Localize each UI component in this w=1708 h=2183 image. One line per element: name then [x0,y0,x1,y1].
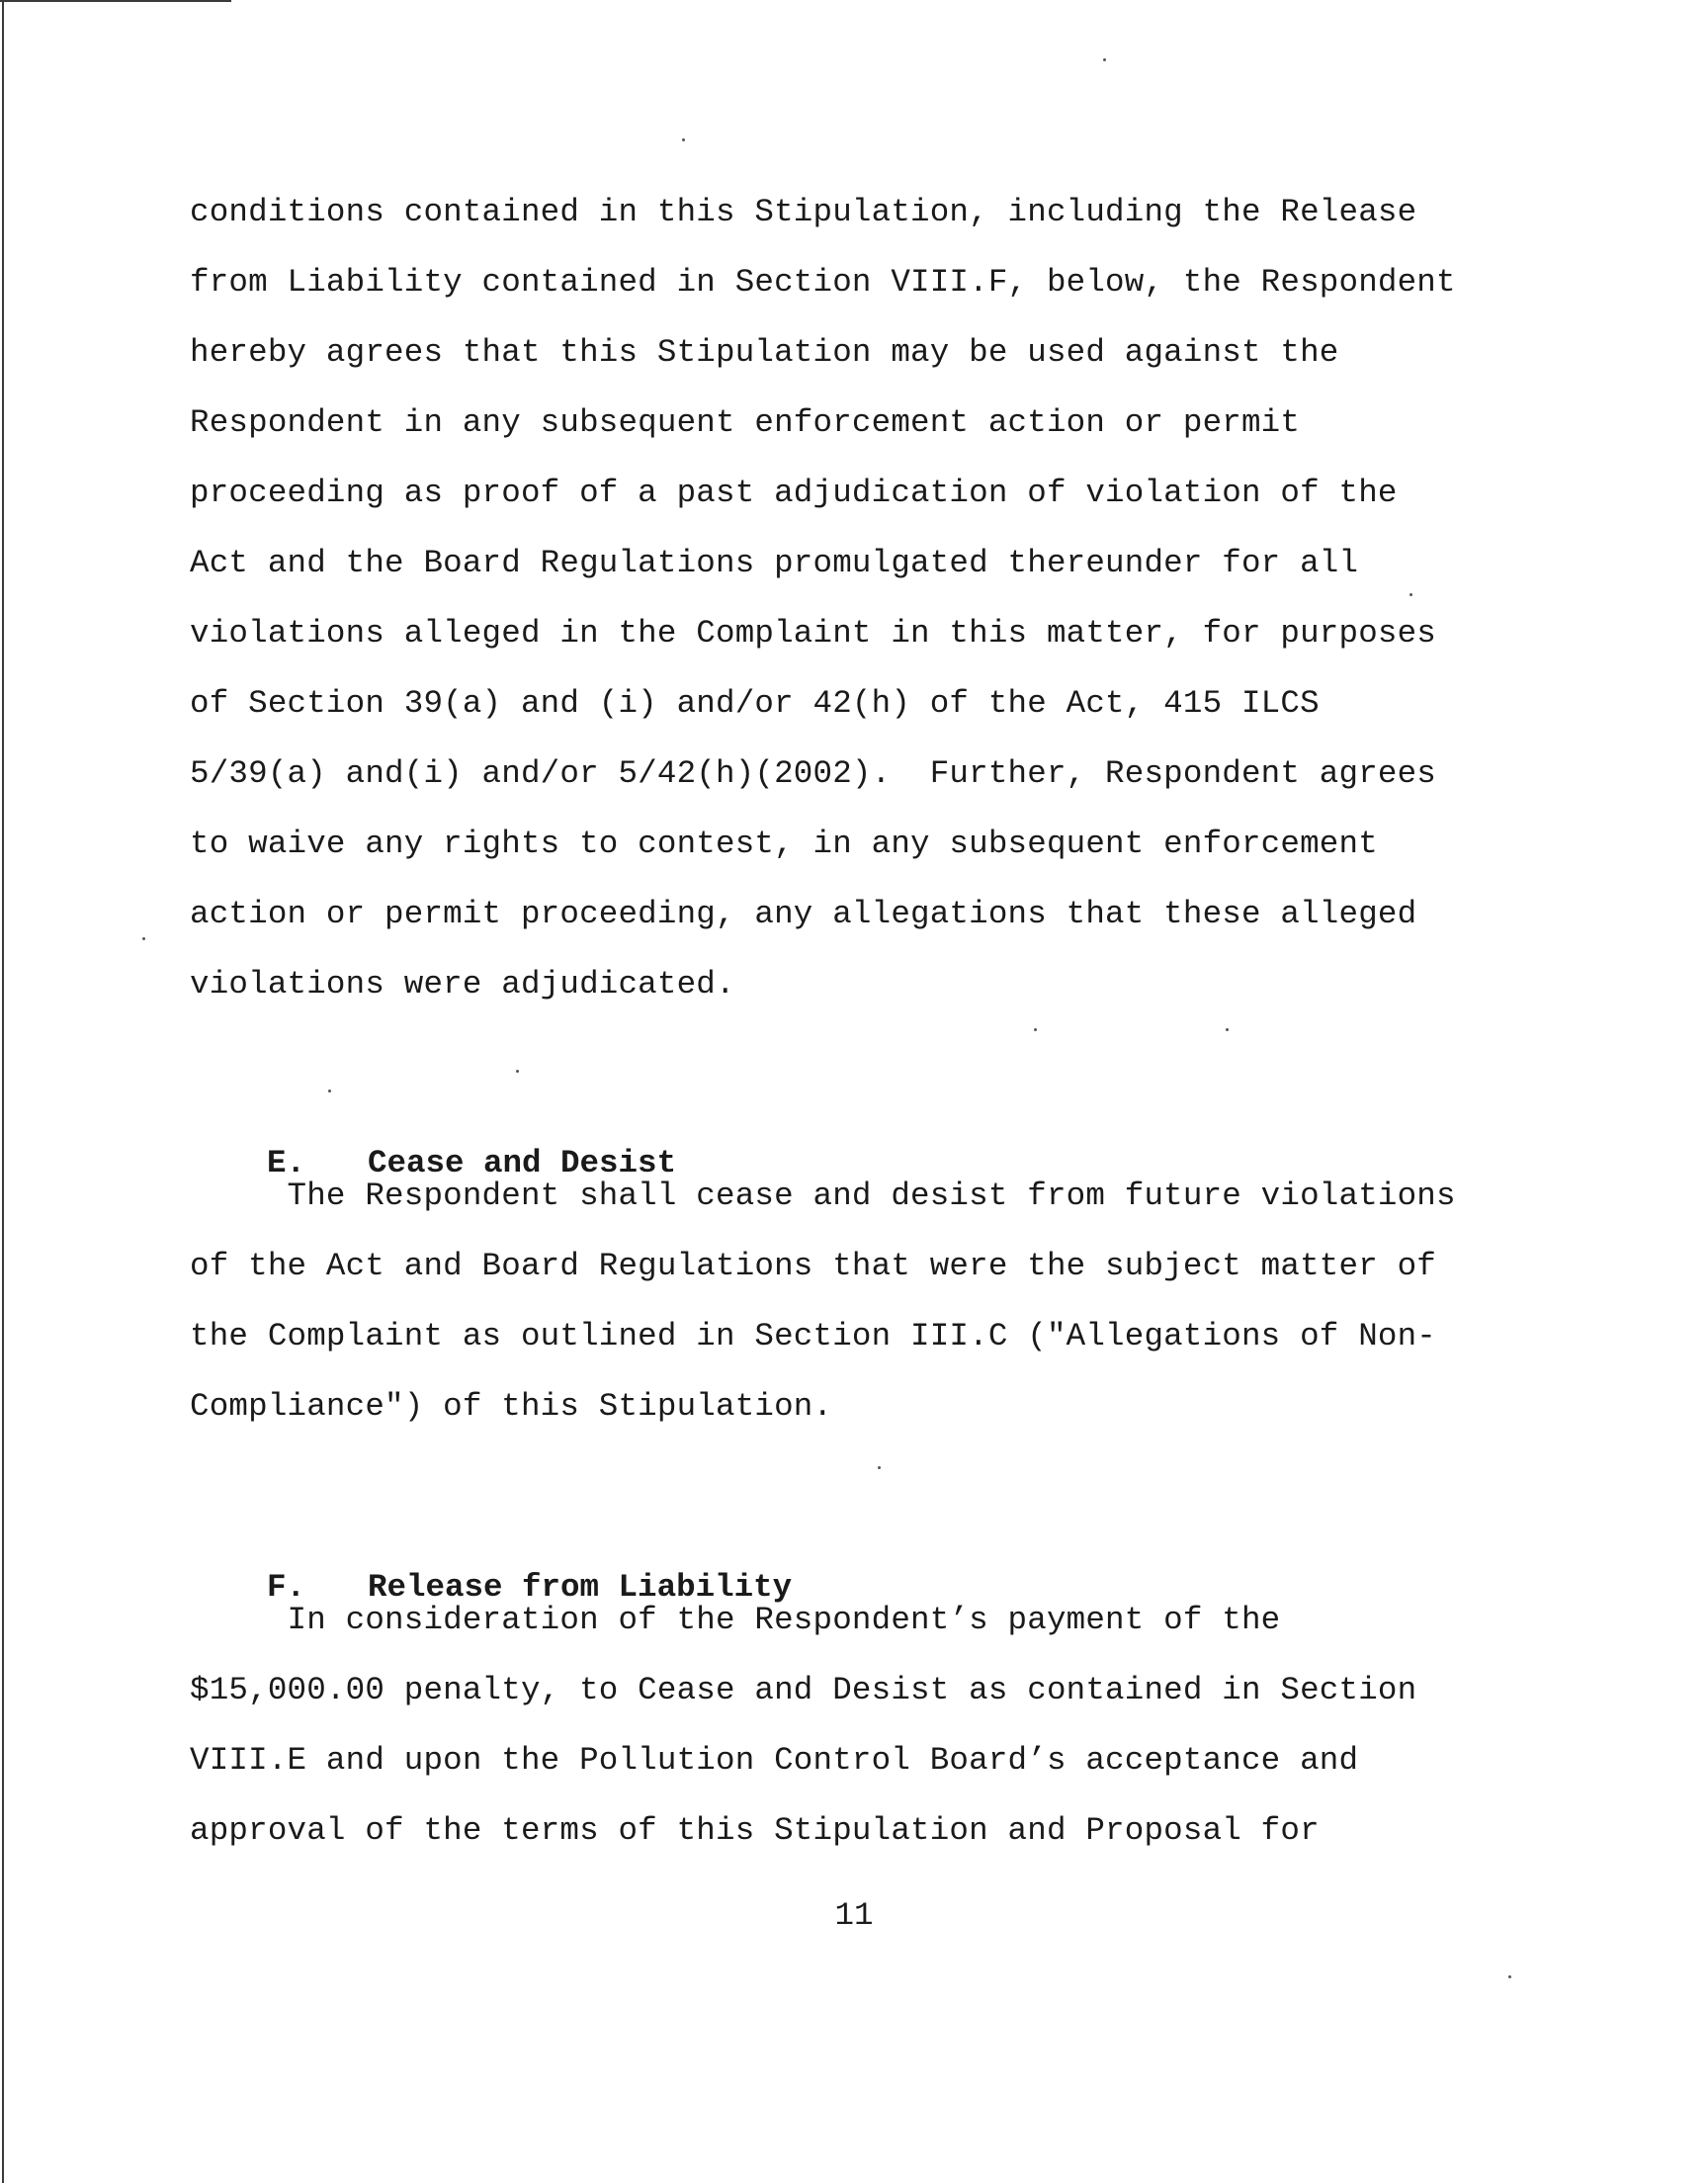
body-line: Compliance") of this Stipulation. [190,1388,833,1425]
scan-speck [1508,1975,1511,1978]
section-f-letter: F. [267,1569,306,1606]
body-line: conditions contained in this Stipulation, including the Release [190,194,1417,230]
scan-speck [1034,1028,1037,1031]
body-line: from Liability contained in Section VIII.F, below, the Respondent [190,264,1456,301]
scan-speck [1103,58,1106,61]
scan-speck [328,1090,331,1092]
body-line: $15,000.00 penalty, to Cease and Desist as contained in Section [190,1672,1417,1708]
body-line: proceeding as proof of a past adjudication of violation of the [190,475,1398,511]
body-line: Respondent in any subsequent enforcement action or permit [190,404,1301,441]
scan-edge-top [0,0,231,2]
scan-speck [142,937,145,940]
body-line: of the Act and Board Regulations that were the subject matter of [190,1248,1437,1284]
body-line: approval of the terms of this Stipulation and Proposal for [190,1812,1320,1849]
body-line: the Complaint as outlined in Section III.C ("Allegations of Non- [190,1318,1437,1354]
body-line: 5/39(a) and(i) and/or 5/42(h)(2002). Further, Respondent agrees [190,755,1437,792]
section-e-letter: E. [267,1145,306,1181]
body-line: violations were adjudicated. [190,966,735,1003]
body-line: to waive any rights to contest, in any subsequent enforcement [190,826,1378,862]
body-line: Act and the Board Regulations promulgated thereunder for all [190,545,1359,581]
scan-speck [1409,593,1412,596]
body-line: VIII.E and upon the Pollution Control Board’s acceptance and [190,1742,1359,1779]
body-line: hereby agrees that this Stipulation may be used against the [190,334,1339,371]
scan-edge-left [2,0,4,2183]
page-number: 11 [834,1897,874,1934]
body-line: of Section 39(a) and (i) and/or 42(h) of the Act, 415 ILCS [190,685,1320,722]
body-line: action or permit proceeding, any allegations that these alleged [190,896,1417,932]
scan-speck [682,138,685,141]
body-line: In consideration of the Respondent’s payment of the [190,1602,1281,1638]
scan-speck [516,1070,519,1073]
section-f-title: Release from Liability [368,1569,793,1606]
body-line: violations alleged in the Complaint in this matter, for purposes [190,615,1437,652]
scan-speck [878,1466,881,1469]
scan-speck [1226,1028,1229,1031]
section-e-title: Cease and Desist [368,1145,677,1181]
body-line: The Respondent shall cease and desist from future violations [190,1178,1456,1214]
